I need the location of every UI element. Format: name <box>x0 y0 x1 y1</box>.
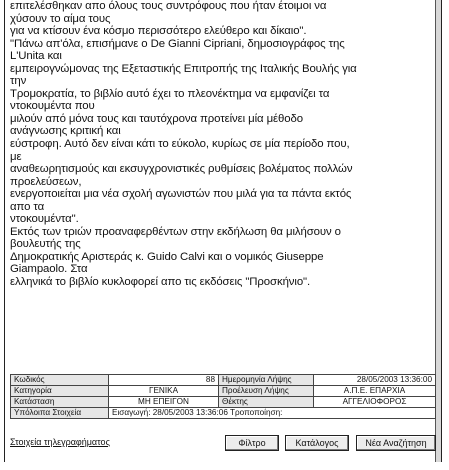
table-row <box>11 386 436 397</box>
article-line: βουλευτής της <box>10 238 81 251</box>
table-row <box>11 408 436 419</box>
article-line: Τρομοκρατία, το βιβλίο αυτό έχει το πλεονέκτημα να εμφανίζει τα <box>10 87 330 100</box>
article-line: "Πάνω απ'όλα, επισήμανε ο De Gianni Cipriani, δημοσιογράφος της <box>10 37 345 50</box>
status-label: Κατάσταση <box>11 397 109 408</box>
article-line: μιλούν από μόνα τους και ταυτόχρονα προτείνει μία μέθοδο <box>10 112 303 125</box>
receive-date-value: 28/05/2003 13:36:00 <box>314 375 436 386</box>
article-text <box>10 0 435 289</box>
article-line: χύσουν το αίμα τους <box>10 12 111 25</box>
category-label: Κατηγορία <box>11 386 109 397</box>
article-line: την <box>10 75 27 88</box>
table-row <box>11 375 436 386</box>
code-label: Κωδικός <box>11 375 109 386</box>
filter-button[interactable]: Φίλτρο <box>225 435 279 451</box>
footer-bar <box>10 433 438 455</box>
article-line: εύστροφη. Αυτό δεν είναι κάτι το εύκολο, κυρίως σε μία περίοδο που, <box>10 138 350 151</box>
origin-label: Προέλευση Λήψης <box>219 386 314 397</box>
sender-value: ΑΓΓΕΛΙΟΦΟΡΟΣ <box>314 397 436 408</box>
article-line: προελεύσεων, <box>10 175 82 188</box>
telegram-info-table <box>10 374 436 419</box>
table-row <box>11 397 436 408</box>
status-value: ΜΗ ΕΠΕΙΓΟΝ <box>109 397 219 408</box>
category-value: ΓΕΝΙΚΑ <box>109 386 219 397</box>
other-info-value: Εισαγωγή: 28/05/2003 13:36:06 Τροποποίηση: <box>109 408 436 419</box>
code-value: 88 <box>109 375 219 386</box>
article-line: ντοκουμέντα". <box>10 213 79 226</box>
article-line: ντοκουμέντα που <box>10 100 95 113</box>
telegram-details-link[interactable]: Στοιχεία τηλεγραφήματος <box>10 437 110 447</box>
receive-date-label: Ημερομηνία Λήψης <box>219 375 314 386</box>
article-line: Δημοκρατικής Αριστεράς κ. Guido Calvi και ο νομικός Giuseppe <box>10 250 324 263</box>
article-line: ανάγνωσης κριτική και <box>10 125 121 138</box>
article-line: Εκτός των τριών προαναφερθέντων στην εκδήλωση θα μιλήσουν ο <box>10 225 341 238</box>
sender-label: Θέκτης <box>219 397 314 408</box>
article-line: με <box>10 150 22 163</box>
article-line: επιτελέσθηκαν απο όλους τους συντρόφους που ήταν έτοιμοι να <box>10 0 327 12</box>
article-line: αναθεωρητισμούς και εκσυγχρονιστικές ρυθμίσεις βολέματος πολλών <box>10 163 353 176</box>
other-info-label: Υπόλοιπα Στοιχεία <box>11 408 109 419</box>
article-line: L'Unita και <box>10 50 62 63</box>
origin-value: Α.Π.Ε. ΕΠΑΡΧΙΑ <box>314 386 436 397</box>
article-line: απο τα <box>10 200 45 213</box>
article-line: εμπειρογνώμονας της Εξεταστικής Επιτροπής της Ιταλικής Βουλής για <box>10 62 357 75</box>
article-line: ελληνικά το βιβλίο κυκλοφορεί απο τις εκδόσεις "Προσκήνιο". <box>10 276 311 289</box>
article-line: ενεργοποιείται μια νέα σχολή αγωνιστών που μιλά για τα πάντα εκτός <box>10 188 352 201</box>
article-line: για να κτίσουν ένα κόσμο περισσότερο ελεύθερο και δίκαιο". <box>10 25 307 38</box>
catalog-button[interactable]: Κατάλογος <box>285 435 349 451</box>
new-search-button[interactable]: Νέα Αναζήτηση <box>356 435 436 451</box>
article-line: Giampaolo. Στα <box>10 263 88 276</box>
